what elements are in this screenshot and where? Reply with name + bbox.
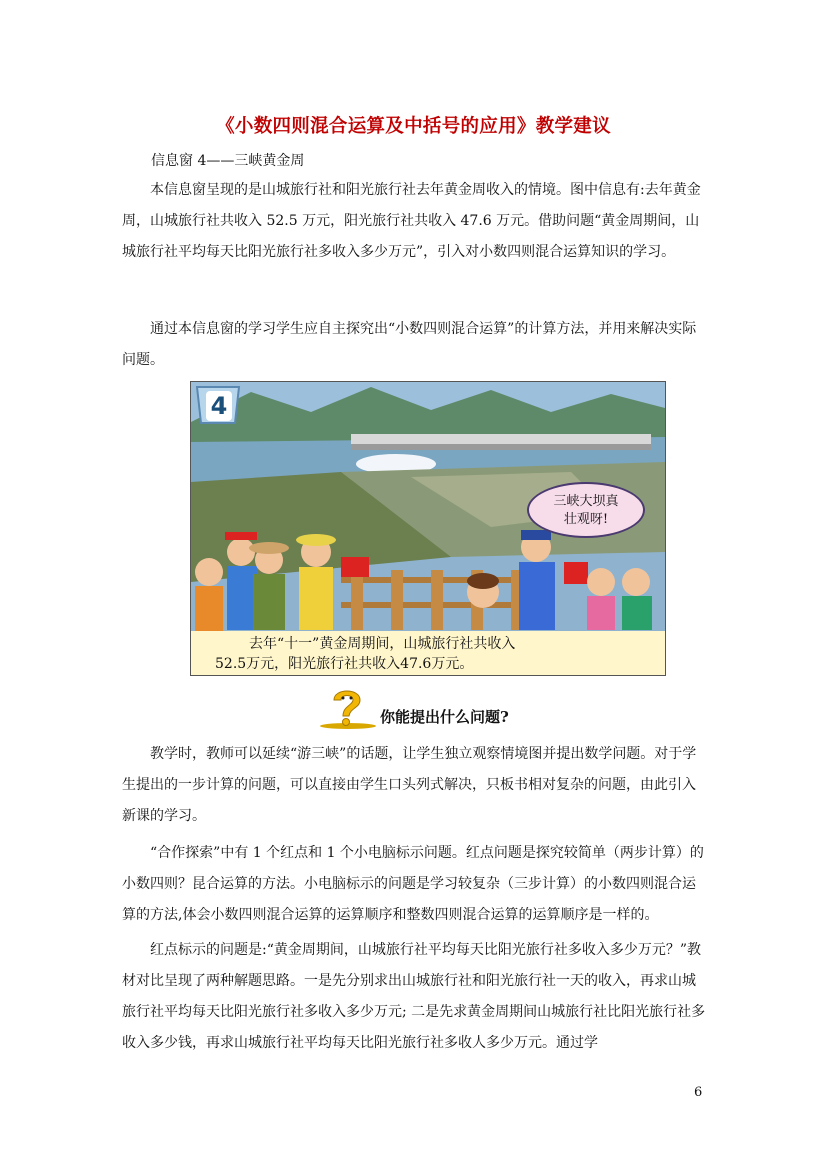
question-mark-icon [316,686,378,730]
info-window-badge [195,385,241,425]
speech-bubble [527,482,645,538]
caption-line2: 52.5万元，阳光旅行社共收入47.6万元。 [215,656,474,672]
section-subtitle: 信息窗 4——三峡黄金周 [151,153,305,169]
badge-number: 4 [206,391,232,421]
three-gorges-illustration [190,381,666,676]
paragraph-goal: 通过本信息窗的学习学生应自主探究出“小数四则混合运算”的计算方法，并用来解决实际问题。 [122,321,697,368]
page-number: 6 [694,1085,703,1100]
paragraph-red-dot: 红点标示的问题是:“黄金周期间，山城旅行社平均每天比阳光旅行社多收入多少万元？”教材对比呈现了两种解题思路。一是先分别求出山城旅行社和阳光旅行社一天的收入，再求山城旅行社平均每天比阳光旅行社多收入多少万元; 二是先求黄金周期间山城旅行社比阳光旅行社多收入多少钱，再求山城旅行社平均每天比阳光旅行社多收人多少万元。通过学 [122,942,706,1051]
speech-bubble-line2: 壮观呀! [563,512,609,527]
paragraph-intro: 本信息窗呈现的是山城旅行社和阳光旅行社去年黄金周收入的情境。图中信息有:去年黄金周，山城旅行社共收入 52.5 万元，阳光旅行社共收入 47.6 万元。借助问题“黄金周期间，山城旅行社平均每天比阳光旅行社多收入多少万元”，引入对小数四则混合运算知识的学习。 [122,182,701,260]
speech-bubble-line1: 三峡大坝真 [553,494,619,509]
paragraph-teaching: 教学时，教师可以延续“游三峡”的话题，让学生独立观察情境图并提出数学问题。对于学生提出的一步计算的问题，可以直接由学生口头列式解决，只板书相对复杂的问题，由此引入新课的学习。 [122,746,697,824]
paragraph-cooperation: “合作探索”中有 1 个红点和 1 个小电脑标示问题。红点问题是探究较简单（两步计算）的小数四则？昆合运算的方法。小电脑标示的问题是学习较复杂（三步计算）的小数四则混合运算的方法,体会小数四则混合运算的运算顺序和整数四则混合运算的运算顺序是一样的。 [122,845,704,923]
question-prompt [316,686,576,730]
document-title: 《小数四则混合运算及中括号的应用》教学建议 [216,116,611,137]
question-text: 你能提出什么问题? [380,708,509,726]
caption-line1: 去年“十一”黄金周期间，山城旅行社共收入 [249,636,516,652]
figure-caption [191,631,665,675]
